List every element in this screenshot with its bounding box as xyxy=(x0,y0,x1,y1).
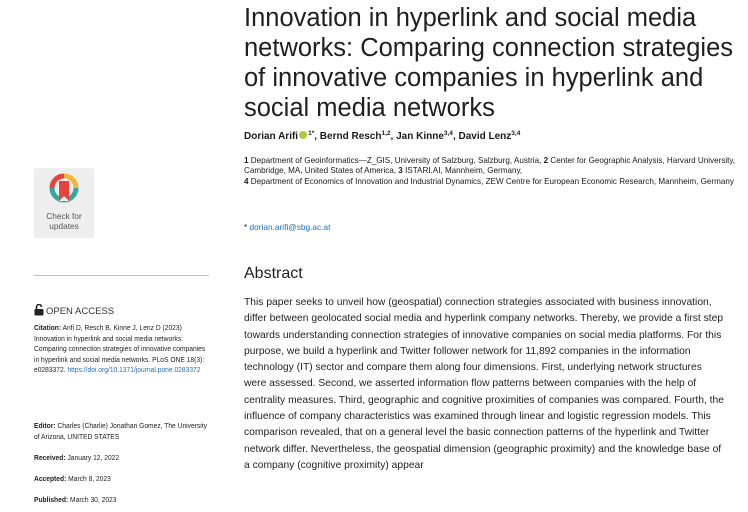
author-affiliation-sup: 1 xyxy=(308,130,312,137)
received-value: January 12, 2022 xyxy=(67,453,120,462)
check-for-updates-label xyxy=(34,212,94,231)
email-star: * xyxy=(244,222,248,232)
corresponding-star: * xyxy=(311,130,315,137)
accepted-date xyxy=(34,474,212,485)
affiliations xyxy=(244,156,739,187)
received-date xyxy=(34,453,212,464)
orcid-icon[interactable] xyxy=(299,131,307,139)
author-separator: , xyxy=(314,131,320,142)
author-name[interactable]: David Lenz xyxy=(458,131,512,142)
author-list xyxy=(244,131,744,142)
abstract-body: This paper seeks to unveil how (geospatial) connection strategies associated with business innovation, differ between geolocated social media and hyperlink company networks. Thereby, we provide a first step towards understanding connection strategies of innovative companies on social media platforms. For this purpose, we build a hyperlink and Twitter follower network for 11,892 companies in the information technology (IT) sector and compare them along four dimensions. First, underlying network structures were assessed. Second, we asserted information flow patterns between companies with the help of centrality measures. Third, geographic and cognitive proximities of companies was compared. Fourth, the influence of company characteristics was examined through linear and logistic regression models. This comparison revealed, that on a general level the basic connection patterns of the hyperlink and Twitter network differ. Nevertheless, the geospatial dimension (geographic proximity) and the knowledge base of a company (cognitive proximity) appear xyxy=(244,297,724,471)
affiliation-text: Department of Geoinformatics—Z_GIS, University of Salzburg, Salzburg, Austria, xyxy=(250,156,542,165)
sidebar-divider xyxy=(34,275,209,276)
check-for-updates-line1: Check for xyxy=(46,211,82,221)
published-label: Published: xyxy=(34,495,69,504)
author-name[interactable]: Bernd Resch xyxy=(319,131,382,142)
citation-block xyxy=(34,323,212,376)
check-for-updates-badge[interactable] xyxy=(34,168,94,238)
affiliation-number: 3 xyxy=(398,166,403,176)
author-affiliation-sup: 3,4 xyxy=(443,130,453,137)
affiliation-text: Department of Economics of Innovation and Industrial Dynamics, ZEW Centre for European Economic Research, Mannheim, Germany xyxy=(250,176,734,186)
editor-text: Charles (Charlie) Jonathan Gomez, The University of Arizona, UNITED STATES xyxy=(34,421,207,441)
open-access-label: OPEN ACCESS xyxy=(46,306,115,317)
check-for-updates-icon xyxy=(49,173,79,209)
author-name[interactable]: Dorian Arifi xyxy=(244,131,299,142)
abstract-heading: Abstract xyxy=(244,265,303,282)
doi-link[interactable]: https://doi.org/10.1371/journal.pone.0283372 xyxy=(67,365,201,375)
open-access-badge xyxy=(34,304,114,317)
accepted-label: Accepted: xyxy=(34,474,67,483)
accepted-value: March 8, 2023 xyxy=(68,474,111,483)
affiliation-text: Center for Geographic Analysis, Harvard University, Cambridge, MA, United States of America, xyxy=(244,156,736,176)
published-value: March 30, 2023 xyxy=(70,495,117,504)
author-separator: , xyxy=(390,131,397,142)
editor-label: Editor: xyxy=(34,421,56,430)
affiliation-number: 4 xyxy=(244,176,249,186)
author-affiliation-sup: 1,2 xyxy=(381,130,391,137)
received-label: Received: xyxy=(34,453,66,462)
citation-label: Citation: xyxy=(34,323,62,332)
affiliation-number: 2 xyxy=(543,156,549,165)
published-date xyxy=(34,495,212,506)
check-for-updates-line2: updates xyxy=(49,220,79,231)
editor-block xyxy=(34,421,212,442)
affiliation-number: 1 xyxy=(244,156,249,165)
citation-text: Arifi D, Resch B, Kinne J, Lenz D (2023) Innovation in hyperlink and social media networks: Comparing connection strategies of innovative companies in hyperlink and social media networks. PLoS ONE 18(3): e0283372. xyxy=(34,323,206,375)
affiliation-text: ISTARI.AI, Mannheim, Germany, xyxy=(405,166,523,176)
author-affiliation-sup: 3,4 xyxy=(511,130,521,137)
unlock-icon xyxy=(34,304,44,316)
corresponding-email xyxy=(244,222,330,232)
email-link[interactable]: dorian.arifi@sbg.ac.at xyxy=(249,222,331,232)
article-title: Innovation in hyperlink and social media networks: Comparing connection strategies of innovative companies in hyperlink and social media networks xyxy=(244,4,733,122)
author-separator: , xyxy=(452,131,459,142)
author-name[interactable]: Jan Kinne xyxy=(396,131,444,142)
